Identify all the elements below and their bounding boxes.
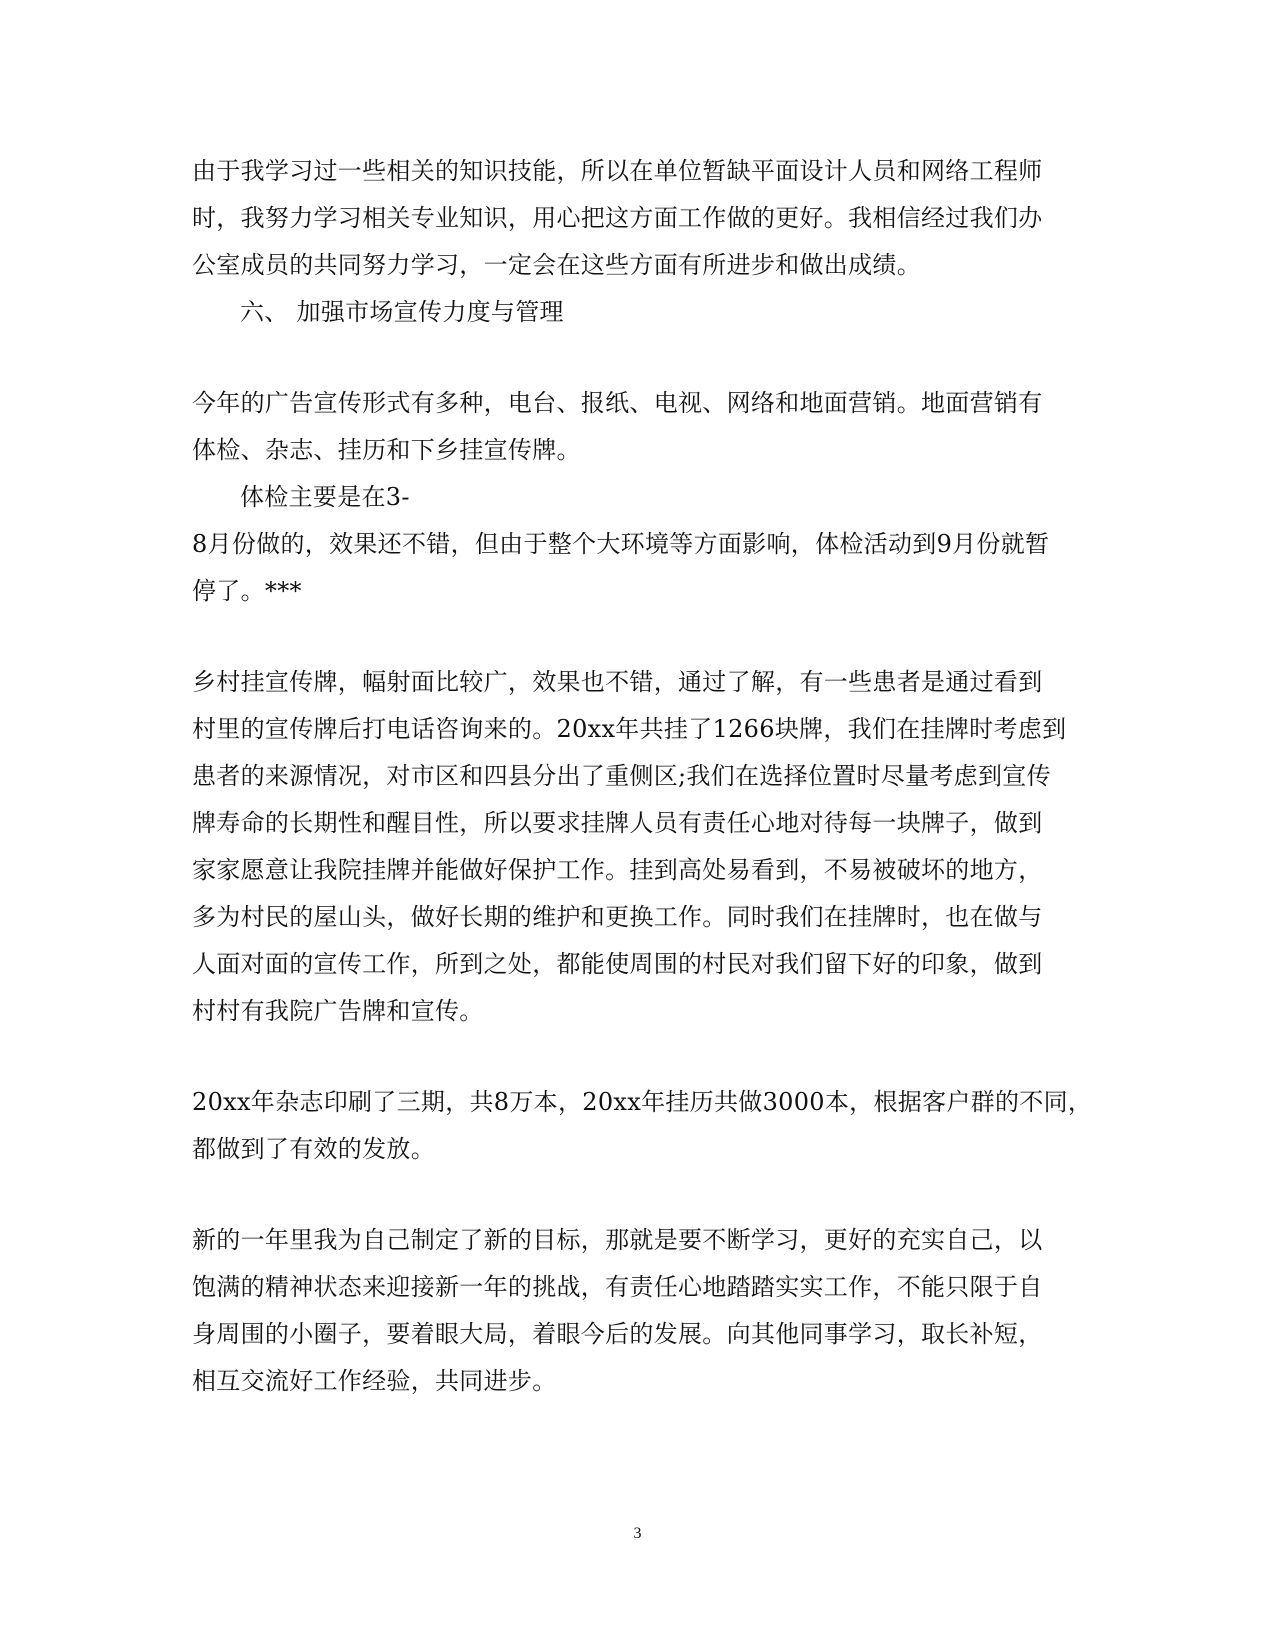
text-line: 乡村挂宣传牌，幅射面比较广，效果也不错，通过了解，有一些患者是通过看到 bbox=[192, 668, 1043, 696]
text-line: 停了。*** bbox=[192, 577, 302, 605]
page-number: 3 bbox=[633, 1525, 642, 1542]
section-heading: 六、 加强市场宣传力度与管理 bbox=[240, 298, 564, 326]
text-line: 时，我努力学习相关专业知识，用心把这方面工作做的更好。我相信经过我们办 bbox=[192, 204, 1043, 232]
text-line: 公室成员的共同努力学习，一定会在这些方面有所进步和做出成绩。 bbox=[192, 251, 921, 279]
text-line: 饱满的精神状态来迎接新一年的挑战，有责任心地踏踏实实工作，不能只限于自 bbox=[192, 1273, 1043, 1301]
text-line: 今年的广告宣传形式有多种，电台、报纸、电视、网络和地面营销。地面营销有 bbox=[192, 389, 1043, 417]
text-line: 8月份做的，效果还不错，但由于整个大环境等方面影响，体检活动到9月份就暂 bbox=[192, 530, 1050, 558]
text-line: 体检、杂志、挂历和下乡挂宣传牌。 bbox=[192, 436, 581, 464]
text-line: 牌寿命的长期性和醒目性，所以要求挂牌人员有责任心地对待每一块牌子，做到 bbox=[192, 809, 1043, 837]
text-line: 体检主要是在3- bbox=[240, 483, 410, 511]
text-line: 村里的宣传牌后打电话咨询来的。20xx年共挂了1266块牌，我们在挂牌时考虑到 bbox=[192, 715, 1067, 743]
text-line: 都做到了有效的发放。 bbox=[192, 1135, 435, 1163]
text-line: 村村有我院广告牌和宣传。 bbox=[192, 997, 484, 1025]
text-line: 患者的来源情况，对市区和四县分出了重侧区;我们在选择位置时尽量考虑到宣传 bbox=[192, 762, 1051, 790]
text-line: 人面对面的宣传工作，所到之处，都能使周围的村民对我们留下好的印象，做到 bbox=[192, 950, 1043, 978]
text-line: 新的一年里我为自己制定了新的目标，那就是要不断学习，更好的充实自己，以 bbox=[192, 1226, 1043, 1254]
text-line: 身周围的小圈子，要着眼大局，着眼今后的发展。向其他同事学习，取长补短， bbox=[192, 1320, 1043, 1348]
text-line: 多为村民的屋山头，做好长期的维护和更换工作。同时我们在挂牌时，也在做与 bbox=[192, 903, 1043, 931]
text-line: 家家愿意让我院挂牌并能做好保护工作。挂到高处易看到，不易被破坏的地方， bbox=[192, 856, 1043, 884]
text-line: 相互交流好工作经验，共同进步。 bbox=[192, 1367, 557, 1395]
text-line: 由于我学习过一些相关的知识技能，所以在单位暂缺平面设计人员和网络工程师 bbox=[192, 157, 1043, 185]
text-line: 20xx年杂志印刷了三期，共8万本，20xx年挂历共做3000本，根据客户群的不同， bbox=[192, 1088, 1093, 1116]
